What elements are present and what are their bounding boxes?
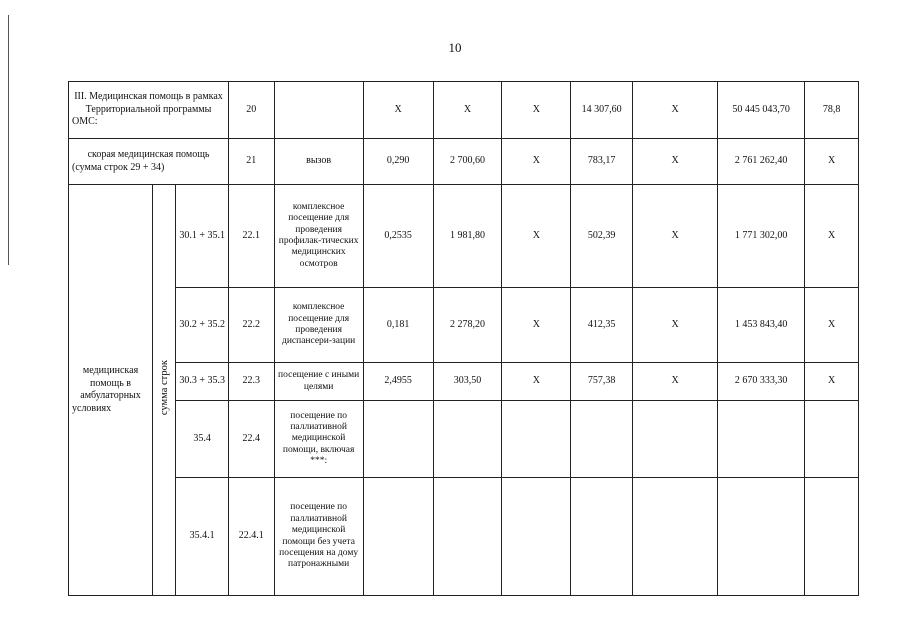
- row-cost: X: [433, 82, 502, 139]
- row-col8: 757,38: [571, 363, 633, 401]
- row-line-number: 22.4.1: [229, 478, 275, 596]
- financing-table: [68, 81, 859, 596]
- row-col11: X: [805, 139, 859, 185]
- row-unit: вызов: [274, 139, 363, 185]
- row-col10: 2 670 333,30: [718, 363, 805, 401]
- row-col7: X: [502, 288, 571, 363]
- page-number: 10: [448, 40, 462, 55]
- row-col10: [718, 401, 805, 478]
- row-volume: 0,2535: [363, 185, 433, 288]
- row-col11: X: [805, 363, 859, 401]
- row-col9: X: [633, 363, 718, 401]
- row-line-number: 21: [229, 139, 275, 185]
- row-col11: X: [805, 288, 859, 363]
- row-cost: 1 981,80: [433, 185, 502, 288]
- table-row: [69, 478, 859, 596]
- ambulatory-care-label: медицинская помощь в амбулаторных условиях: [69, 185, 153, 596]
- row-ref: 30.1 + 35.1: [176, 185, 229, 288]
- sum-of-rows-label: [153, 185, 176, 596]
- row-cost: 2 700,60: [433, 139, 502, 185]
- table-row: [69, 139, 859, 185]
- table-row: [69, 363, 859, 401]
- row-volume: 2,4955: [363, 363, 433, 401]
- row-col7: [502, 478, 571, 596]
- row-col7: X: [502, 185, 571, 288]
- row-ref: 35.4.1: [176, 478, 229, 596]
- row-col7: [502, 401, 571, 478]
- row-volume: 0,290: [363, 139, 433, 185]
- row-name: III. Медицинская помощь в рамках Территориальной программы ОМС:: [69, 82, 229, 139]
- row-ref: 30.2 + 35.2: [176, 288, 229, 363]
- sum-of-rows-text: сумма строк: [158, 360, 170, 416]
- row-col11: X: [805, 185, 859, 288]
- row-volume: [363, 478, 433, 596]
- row-line-number: 22.1: [229, 185, 275, 288]
- row-volume: 0,181: [363, 288, 433, 363]
- row-cost: 2 278,20: [433, 288, 502, 363]
- row-line-number: 22.2: [229, 288, 275, 363]
- row-col9: [633, 478, 718, 596]
- left-margin-line: [8, 15, 9, 265]
- row-col11: [805, 401, 859, 478]
- row-col9: X: [633, 288, 718, 363]
- row-col8: [571, 401, 633, 478]
- row-col10: 1 771 302,00: [718, 185, 805, 288]
- row-col10: 50 445 043,70: [718, 82, 805, 139]
- row-col8: 14 307,60: [571, 82, 633, 139]
- row-col11: [805, 478, 859, 596]
- row-col9: [633, 401, 718, 478]
- row-col9: X: [633, 185, 718, 288]
- row-unit: комплексное посещение для проведения диспансери-зации: [274, 288, 363, 363]
- row-ref: 30.3 + 35.3: [176, 363, 229, 401]
- row-col9: X: [633, 139, 718, 185]
- row-col8: 502,39: [571, 185, 633, 288]
- row-unit: [274, 82, 363, 139]
- table-row: [69, 288, 859, 363]
- row-col9: X: [633, 82, 718, 139]
- row-col8: 783,17: [571, 139, 633, 185]
- row-ref: 35.4: [176, 401, 229, 478]
- row-unit: посещение с иными целями: [274, 363, 363, 401]
- row-cost: [433, 478, 502, 596]
- row-col7: X: [502, 363, 571, 401]
- table-row: [69, 401, 859, 478]
- row-cost: 303,50: [433, 363, 502, 401]
- row-col10: 2 761 262,40: [718, 139, 805, 185]
- row-unit: комплексное посещение для проведения профилак-тических медицинских осмотров: [274, 185, 363, 288]
- row-line-number: 22.4: [229, 401, 275, 478]
- row-line-number: 20: [229, 82, 275, 139]
- row-col7: X: [502, 82, 571, 139]
- row-line-number: 22.3: [229, 363, 275, 401]
- row-col11: 78,8: [805, 82, 859, 139]
- row-volume: [363, 401, 433, 478]
- row-col7: X: [502, 139, 571, 185]
- table-row: [69, 185, 859, 288]
- row-col8: [571, 478, 633, 596]
- row-col10: [718, 478, 805, 596]
- row-unit: посещение по паллиативной медицинской помощи без учета посещения на дому патронажными: [274, 478, 363, 596]
- row-unit: посещение по паллиативной медицинской помощи, включая ***:: [274, 401, 363, 478]
- row-name: скорая медицинская помощь (сумма строк 29 + 34): [69, 139, 229, 185]
- row-col8: 412,35: [571, 288, 633, 363]
- table-row: [69, 82, 859, 139]
- row-volume: X: [363, 82, 433, 139]
- row-cost: [433, 401, 502, 478]
- row-col10: 1 453 843,40: [718, 288, 805, 363]
